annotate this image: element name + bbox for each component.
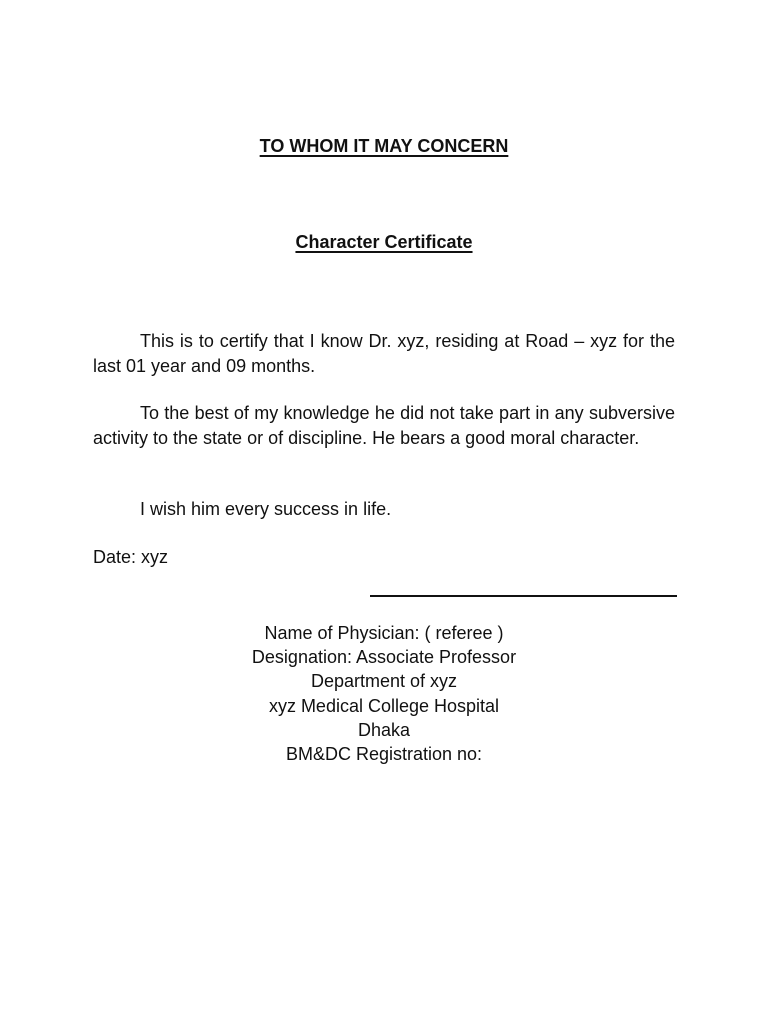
paragraph-character: To the best of my knowledge he did not take part in any subversive activity to the state or of discipline. He bears a good moral character. [93, 403, 675, 448]
physician-registration: BM&DC Registration no: [285, 744, 483, 765]
signature-block [0, 621, 768, 766]
physician-department: Department of xyz [310, 671, 458, 692]
physician-city: Dhaka [357, 719, 411, 740]
paragraph-certification: This is to certify that I know Dr. xyz, residing at Road – xyz for the last 01 year and 09 months. [93, 331, 675, 376]
physician-institution: xyz Medical College Hospital [268, 695, 500, 716]
date-line: Date: xyz [93, 547, 169, 567]
paragraph-wishes: I wish him every success in life. [140, 499, 392, 519]
signature-line [370, 595, 677, 597]
certificate-title: Character Certificate [295, 232, 473, 252]
document-heading: TO WHOM IT MAY CONCERN [259, 136, 509, 156]
physician-designation: Designation: Associate Professor [251, 647, 517, 668]
physician-name: Name of Physician: ( referee ) [264, 623, 504, 643]
